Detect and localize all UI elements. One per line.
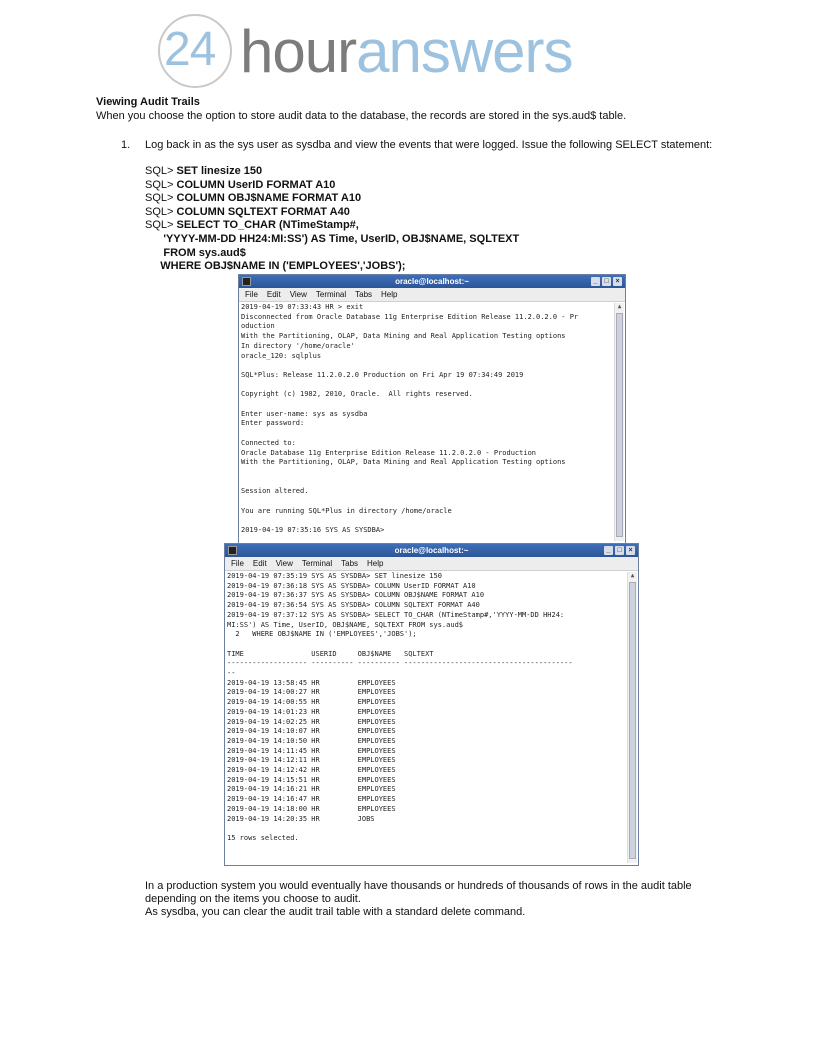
menu-help[interactable]: Help bbox=[381, 290, 398, 299]
sql-command: FROM sys.aud$ bbox=[163, 246, 246, 259]
menu-terminal[interactable]: Terminal bbox=[301, 559, 333, 568]
terminal-title: oracle@localhost:~ bbox=[395, 277, 469, 286]
terminal-title: oracle@localhost:~ bbox=[394, 546, 469, 555]
terminal-line: Oracle Database 11g Enterprise Edition Release 11.2.0.2.0 - Production bbox=[241, 448, 537, 457]
terminal-line: 2019-04-19 14:12:42 HR EMPLOYEES bbox=[227, 766, 396, 775]
menu-view[interactable]: View bbox=[275, 559, 293, 568]
terminal-line bbox=[241, 468, 613, 478]
terminal-line: 15 rows selected. bbox=[227, 833, 299, 842]
terminal-menubar bbox=[239, 288, 625, 302]
terminal-scrollbar[interactable] bbox=[614, 303, 624, 541]
terminal-line bbox=[241, 381, 613, 391]
terminal-line: 2019-04-19 14:10:50 HR EMPLOYEES bbox=[227, 736, 396, 745]
terminal-line: 2019-04-19 07:37:12 SYS AS SYSDBA> SELECT TO_CHAR (NTimeStamp#,'YYYY-MM-DD HH24: bbox=[227, 610, 565, 619]
terminal-titlebar[interactable] bbox=[239, 275, 625, 288]
terminal-line bbox=[241, 497, 613, 507]
scroll-thumb[interactable] bbox=[616, 313, 623, 537]
sql-line bbox=[145, 247, 519, 261]
terminal-line bbox=[241, 361, 613, 371]
sql-command: 'YYYY-MM-DD HH24:MI:SS') AS Time, UserID, OBJ$NAME, SQLTEXT bbox=[163, 232, 520, 245]
minimize-icon[interactable]: _ bbox=[604, 546, 613, 555]
terminal-line bbox=[227, 640, 626, 650]
intro-paragraph: When you choose the option to store audit data to the database, the records are stored in the sys.aud$ table. bbox=[96, 110, 627, 122]
sql-line bbox=[145, 219, 519, 233]
terminal-line: 2019-04-19 07:35:19 SYS AS SYSDBA> SET linesize 150 bbox=[227, 572, 442, 580]
section-heading: Viewing Audit Trails bbox=[96, 96, 200, 108]
terminal-line: 2019-04-19 14:12:11 HR EMPLOYEES bbox=[227, 756, 396, 765]
menu-tabs[interactable]: Tabs bbox=[341, 559, 359, 568]
brand-logo bbox=[158, 14, 638, 94]
sql-command: COLUMN SQLTEXT FORMAT A40 bbox=[176, 205, 350, 218]
terminal-line: 2019-04-19 07:36:37 SYS AS SYSDBA> COLUMN OBJ$NAME FORMAT A10 bbox=[227, 591, 485, 600]
terminal-line: oduction bbox=[241, 322, 275, 331]
scroll-up-icon[interactable]: ▲ bbox=[630, 572, 635, 579]
terminal-line: 2019-04-19 14:16:21 HR EMPLOYEES bbox=[227, 785, 396, 794]
terminal-line: 2019-04-19 07:36:54 SYS AS SYSDBA> COLUMN SQLTEXT FORMAT A40 bbox=[227, 601, 480, 610]
terminal-line: 2019-04-19 13:58:45 HR EMPLOYEES bbox=[227, 678, 396, 687]
terminal-line: 2019-04-19 14:18:00 HR EMPLOYEES bbox=[227, 804, 396, 813]
logo-word-answers: answers bbox=[356, 18, 573, 85]
terminal-line: 2019-04-19 07:35:16 SYS AS SYSDBA> bbox=[241, 526, 385, 535]
sql-line bbox=[145, 206, 519, 220]
terminal-line: You are running SQL*Plus in directory /home/oracle bbox=[241, 506, 452, 515]
terminal-scrollbar[interactable] bbox=[627, 572, 637, 863]
sql-line bbox=[145, 179, 519, 193]
terminal-line: In directory '/home/oracle' bbox=[241, 341, 355, 350]
terminal-window-login[interactable] bbox=[238, 274, 626, 544]
menu-help[interactable]: Help bbox=[367, 559, 384, 568]
closing-paragraphs bbox=[145, 880, 725, 919]
terminal-line: -- bbox=[227, 669, 236, 678]
terminal-line: MI:SS') AS Time, UserID, OBJ$NAME, SQLTEXT FROM sys.aud$ bbox=[227, 620, 464, 629]
terminal-line bbox=[241, 429, 613, 439]
menu-terminal[interactable]: Terminal bbox=[315, 290, 347, 299]
terminal-line: Connected to: bbox=[241, 438, 296, 447]
sql-prompt: SQL> bbox=[145, 205, 177, 218]
sql-prompt bbox=[145, 260, 160, 272]
terminal-line: 2019-04-19 14:16:47 HR EMPLOYEES bbox=[227, 795, 396, 804]
terminal-output[interactable] bbox=[241, 303, 613, 541]
terminal-line: oracle_120: sqlplus bbox=[241, 351, 322, 360]
terminal-line: 2019-04-19 14:00:27 HR EMPLOYEES bbox=[227, 688, 396, 697]
maximize-icon[interactable]: □ bbox=[602, 277, 611, 286]
sql-command: COLUMN UserID FORMAT A10 bbox=[176, 178, 336, 191]
sql-prompt: SQL> bbox=[145, 165, 177, 177]
minimize-icon[interactable]: _ bbox=[591, 277, 600, 286]
terminal-line: 2019-04-19 14:10:07 HR EMPLOYEES bbox=[227, 727, 396, 736]
terminal-line: With the Partitioning, OLAP, Data Mining and Real Application Testing options bbox=[241, 332, 566, 341]
maximize-icon[interactable]: □ bbox=[615, 546, 624, 555]
sql-command: SELECT TO_CHAR (NTimeStamp#, bbox=[176, 219, 359, 232]
terminal-line: 2019-04-19 14:15:51 HR EMPLOYEES bbox=[227, 775, 396, 784]
terminal-line: Copyright (c) 1982, 2010, Oracle. All rights reserved. bbox=[241, 390, 473, 399]
terminal-line: 2019-04-19 14:01:23 HR EMPLOYEES bbox=[227, 707, 396, 716]
terminal-titlebar[interactable] bbox=[225, 544, 638, 557]
close-icon[interactable]: × bbox=[613, 277, 622, 286]
sql-prompt: SQL> bbox=[145, 178, 177, 191]
menu-view[interactable]: View bbox=[289, 290, 307, 299]
terminal-line: With the Partitioning, OLAP, Data Mining and Real Application Testing options bbox=[241, 458, 566, 467]
logo-wordmark bbox=[240, 20, 573, 84]
sql-line bbox=[145, 260, 519, 274]
terminal-line: 2019-04-19 07:33:43 HR > exit bbox=[241, 303, 364, 311]
logo-word-hour: hour bbox=[240, 18, 357, 85]
paragraph: As sysdba, you can clear the audit trail table with a standard delete command. bbox=[145, 906, 526, 918]
sql-command: SET linesize 150 bbox=[176, 165, 263, 177]
menu-edit[interactable]: Edit bbox=[266, 290, 281, 299]
terminal-line bbox=[227, 824, 626, 834]
menu-file[interactable]: File bbox=[231, 559, 244, 568]
terminal-menubar bbox=[225, 557, 638, 571]
terminal-window-query[interactable] bbox=[224, 543, 639, 866]
terminal-line: 2019-04-19 14:00:55 HR EMPLOYEES bbox=[227, 698, 396, 707]
step-text: Log back in as the sys user as sysdba and view the events that were logged. Issue the following SELECT statement: bbox=[145, 139, 713, 151]
scroll-up-icon[interactable]: ▲ bbox=[617, 303, 622, 310]
terminal-line bbox=[241, 516, 613, 526]
terminal-line: 2019-04-19 14:02:25 HR EMPLOYEES bbox=[227, 717, 396, 726]
logo-number: 24 bbox=[164, 23, 216, 76]
sql-line bbox=[145, 165, 519, 179]
terminal-line: 2019-04-19 14:20:35 HR JOBS bbox=[227, 814, 375, 823]
step-number: 1. bbox=[121, 139, 131, 151]
sql-command: WHERE OBJ$NAME IN ('EMPLOYEES','JOBS'); bbox=[160, 260, 406, 273]
terminal-line: 2 WHERE OBJ$NAME IN ('EMPLOYEES','JOBS'); bbox=[227, 630, 417, 639]
terminal-app-icon bbox=[242, 277, 251, 286]
paragraph: In a production system you would eventually have thousands or hundreds of thousands of rows in the audit table depending on the items you choose to audit. bbox=[145, 880, 692, 905]
terminal-app-icon bbox=[228, 546, 237, 555]
menu-file[interactable]: File bbox=[245, 290, 258, 299]
sql-command: COLUMN OBJ$NAME FORMAT A10 bbox=[176, 192, 362, 205]
terminal-line: TIME USERID OBJ$NAME SQLTEXT bbox=[227, 649, 434, 658]
terminal-line: Disconnected from Oracle Database 11g Enterprise Edition Release 11.2.0.2.0 - Pr bbox=[241, 312, 579, 321]
terminal-line bbox=[241, 400, 613, 410]
terminal-line: 2019-04-19 14:11:45 HR EMPLOYEES bbox=[227, 746, 396, 755]
terminal-line: ------------------- ---------- ---------- ---------------------------------------- bbox=[227, 659, 573, 668]
terminal-line bbox=[241, 478, 613, 488]
sql-prompt: SQL> bbox=[145, 192, 177, 205]
scroll-thumb[interactable] bbox=[629, 582, 636, 859]
sql-line bbox=[145, 233, 519, 247]
terminal-output[interactable] bbox=[227, 572, 626, 863]
terminal-line: SQL*Plus: Release 11.2.0.2.0 Production on Fri Apr 19 07:34:49 2019 bbox=[241, 370, 524, 379]
close-icon[interactable]: × bbox=[626, 546, 635, 555]
terminal-line: Enter user-name: sys as sysdba bbox=[241, 409, 368, 418]
sql-statement-block bbox=[145, 165, 519, 274]
terminal-line: Session altered. bbox=[241, 487, 309, 496]
sql-prompt: SQL> bbox=[145, 219, 177, 232]
sql-line bbox=[145, 192, 519, 206]
terminal-line: Enter password: bbox=[241, 419, 305, 428]
menu-tabs[interactable]: Tabs bbox=[355, 290, 373, 299]
sql-prompt bbox=[145, 233, 163, 245]
terminal-line: 2019-04-19 07:36:18 SYS AS SYSDBA> COLUMN UserID FORMAT A10 bbox=[227, 581, 476, 590]
sql-prompt bbox=[145, 247, 163, 259]
menu-edit[interactable]: Edit bbox=[252, 559, 267, 568]
